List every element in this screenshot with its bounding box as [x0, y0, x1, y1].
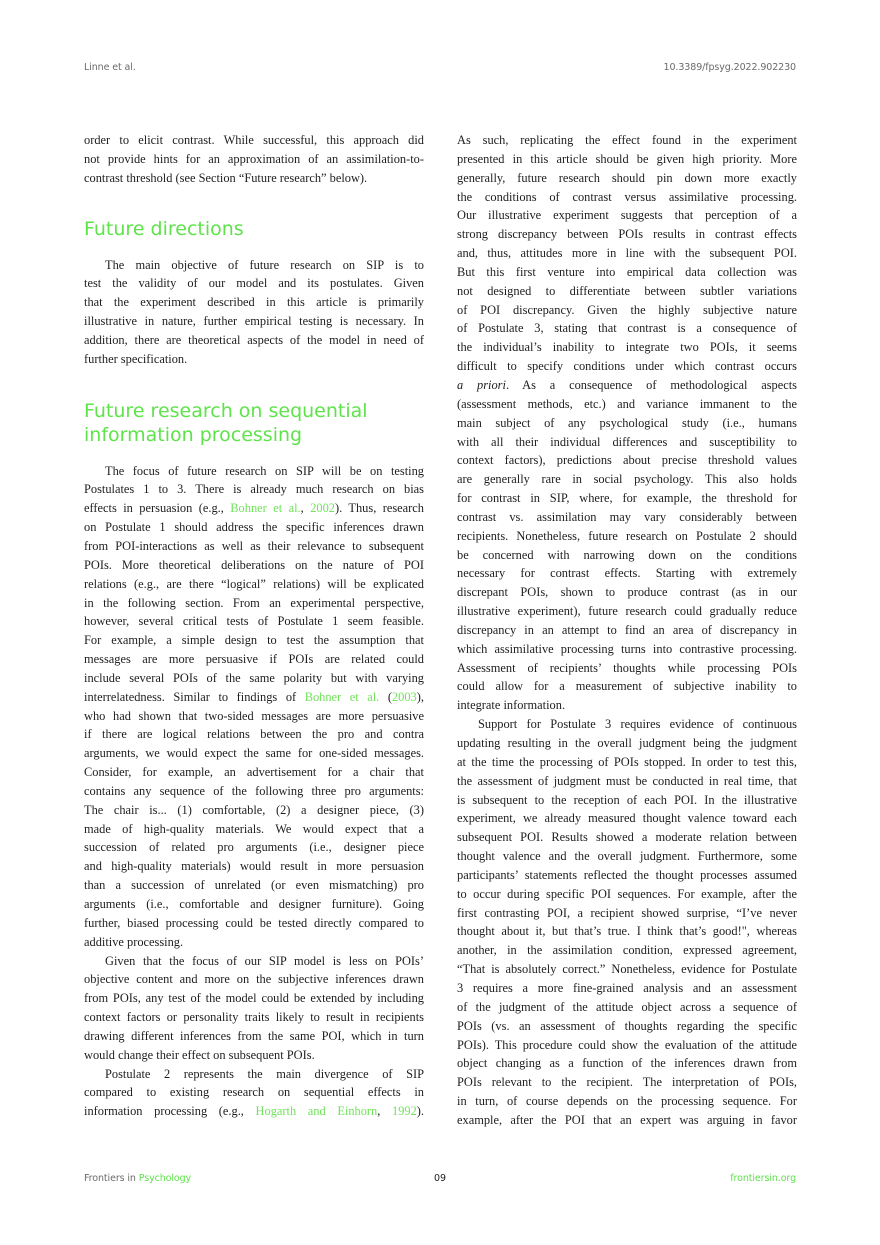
text-line: discrepancy in an attempt to find an area of discrepancy in — [457, 622, 797, 637]
text-line: further, biased processing could be tested directly compared to — [84, 915, 424, 930]
text-line: further specification. — [84, 351, 188, 366]
text-line: thought about it, but that’s true. I think that’s good!", whereas — [457, 924, 797, 939]
text-line: not provide hints for an approximation of an assimilation-to- — [84, 151, 424, 166]
text-line: The chair is... (1) comfortable, (2) a designer piece, (3) — [84, 802, 424, 817]
text: interrelatedness. Similar to findings of — [84, 689, 305, 704]
text-line: experiment, we already measured thought valence toward each — [457, 811, 797, 826]
text-line: thought valence and the overall judgment. Furthermore, some — [457, 849, 797, 864]
text-line: Consider, for example, an advertisement for a chair that — [84, 765, 424, 780]
text-line: context factors), predictions about precise threshold values — [457, 453, 797, 468]
text-line: presented in this article should be given high priority. More — [457, 151, 797, 166]
text-line: Given that the focus of our SIP model is less on POIs’ — [105, 953, 424, 968]
text-line: arguments, we would expect the same for one-sided messages. — [84, 746, 424, 761]
text-line: additive processing. — [84, 934, 184, 949]
text-line: made of high-quality materials. We would expect that a — [84, 821, 424, 836]
text-line: main subject of any psychological study (i.e., humans — [457, 415, 797, 430]
text-line: updating resulting in the overall judgment being the judgment — [457, 736, 797, 750]
text-line — [457, 376, 797, 395]
text-line: at the time the processing of POIs stopped. In order to test this, — [457, 754, 797, 769]
text-line: of Postulate 3, stating that contrast is a consequence of — [457, 321, 797, 336]
text-line: arguments (i.e., comfortable and designer furniture). Going — [84, 897, 424, 911]
running-header-doi: 10.3389/fpsyg.2022.902230 — [663, 62, 796, 73]
text-line: The main objective of future research on SIP is to — [105, 257, 424, 272]
text-line — [84, 499, 424, 518]
text-line: and, thus, attitudes more in line with the subsequent POI. — [457, 246, 797, 261]
text: information processing (e.g., — [84, 1104, 256, 1119]
text-line: succession of related pro arguments (i.e., designer piece — [84, 840, 424, 855]
text-line: the conditions of contrast versus assimilative processing. — [457, 189, 797, 204]
text-line — [84, 688, 424, 707]
citation-year-link-1992[interactable]: 1992 — [392, 1104, 417, 1119]
text-line: drawing different inferences from the same POI, which in turn — [84, 1028, 424, 1043]
text-line: test the validity of our model and its postulates. Given — [84, 276, 424, 291]
text-line: addition, there are theoretical aspects of the model in need of — [84, 332, 424, 347]
text: . As a consequence of methodological aspects — [505, 377, 797, 392]
text-line: context factors or personality traits likely to result in recipients — [84, 1010, 424, 1025]
text-line: is subsequent to the reception of each POI. In the illustrative — [457, 792, 797, 807]
text-line: to occur during specific POI sequences. For example, after the — [457, 886, 797, 901]
text-line: generally, future research should pin down more exactly — [457, 170, 797, 185]
text-line: that the experiment described in this article is primarily — [84, 295, 424, 310]
text-line: 3 requires a more fine-grained analysis and an assessment — [457, 980, 797, 995]
citation-year-link-2003[interactable]: 2003 — [391, 689, 417, 704]
text-line: POIs). This procedure could show the evaluation of the attitude — [457, 1037, 797, 1052]
footer-journal-prefix: Frontiers in — [84, 1173, 139, 1184]
text: effects in persuasion (e.g., — [84, 501, 231, 516]
text-line: with all their individual differences and susceptibility to — [457, 434, 797, 449]
text-line: of the judgment of the attitude object across a sequence of — [457, 999, 797, 1014]
text-line: Postulate 2 represents the main divergence of SIP — [105, 1066, 424, 1081]
citation-link-bohner-2002[interactable]: Bohner et al. — [230, 501, 301, 516]
text-line: be concerned with narrowing down on the conditions — [457, 547, 797, 562]
text-line: compared to existing research on sequential effects in — [84, 1085, 424, 1100]
text-line: POIs relevant to the recipient. The interpretation of POIs, — [457, 1075, 797, 1090]
text-line: discrepant POIs, shown to produce contrast (as in our — [457, 585, 797, 600]
text-line: from POI-interactions as well as their relevance to subsequent — [84, 538, 424, 553]
left-column — [84, 131, 424, 1121]
text-line: not designed to differentiate between subtler variations — [457, 283, 797, 298]
citation-link-bohner-2003[interactable]: Bohner et al. — [304, 689, 380, 704]
text-line: “That is absolutely correct.” Nonetheless, evidence for Postulate — [457, 962, 797, 977]
text-line: objective content and more on the subjective inferences drawn — [84, 972, 424, 987]
text-line: messages are more persuasive if POIs are related could — [84, 652, 424, 667]
text-line: for contrast in SIP, where, for example, the threshold for — [457, 491, 797, 506]
text-line: Our illustrative experiment suggests that perception of a — [457, 208, 797, 223]
text-line: participants’ statements reflected the thought processes assumed — [457, 867, 797, 882]
text-line: of POI discrepancy. Given the highly subjective nature — [457, 302, 797, 317]
text-line: Support for Postulate 3 requires evidence of continuous — [478, 717, 797, 732]
footer-site-link[interactable]: frontiersin.org — [730, 1173, 796, 1184]
right-column — [457, 131, 797, 1130]
text-line: contains any sequence of the following three pro arguments: — [84, 783, 424, 798]
text-line: in turn, of course depends on the processing sequence. For — [457, 1094, 797, 1109]
text-line: would change their effect on subsequent POIs. — [84, 1047, 315, 1062]
text-line: strong discrepancy between POIs results in contrast effects — [457, 227, 797, 242]
text-line: in the following section. From an experimental perspective, — [84, 595, 424, 610]
text: , — [300, 501, 311, 516]
citation-year-link-2002[interactable]: 2002 — [310, 501, 335, 516]
italic-text: a priori — [457, 377, 506, 392]
text-line: contrast threshold (see Section “Future research” below). — [84, 170, 368, 185]
text-line: if there are logical relations between the pro and contra — [84, 727, 424, 742]
section-heading-sequential-processing — [84, 399, 424, 447]
text: , — [377, 1104, 392, 1119]
text-line: another, in the assimilation condition, expressed agreement, — [457, 943, 797, 958]
text-line: POIs (vs. an assessment of thoughts regarding the specific — [457, 1018, 797, 1033]
text-line: POIs. More theoretical deliberations on the nature of POI — [84, 557, 424, 572]
text-line: from POIs, any test of the model could be extended by including — [84, 991, 424, 1006]
page-number: 09 — [434, 1173, 446, 1184]
text-line — [84, 1102, 424, 1121]
text-line: are generally rare in social psychology. This also holds — [457, 472, 797, 487]
text-line: (assessment methods, etc.) and variance immanent to the — [457, 396, 797, 411]
text-line: Assessment of recipients’ thoughts while processing POIs — [457, 660, 797, 675]
heading-line: information processing — [84, 423, 303, 446]
text-line: order to elicit contrast. While successful, this approach did — [84, 133, 424, 147]
text-line: necessary for contrast effects. Starting with extremely — [457, 566, 797, 581]
text-line: the assessment of judgment must be conducted in real time, that — [457, 773, 797, 788]
text-line: illustrative in nature, further empirical testing is necessary. In — [84, 314, 424, 329]
text-line: contrast vs. assimilation may vary considerably between — [457, 509, 797, 524]
text-line: however, several critical tests of Postulate 1 seem feasible. — [84, 614, 424, 629]
text: ). — [416, 1104, 424, 1119]
text-line: difficult to specify conditions under which contrast occurs — [457, 359, 797, 374]
text: ( — [379, 689, 392, 704]
text-line: As such, replicating the effect found in the experiment — [457, 133, 797, 147]
text-line: first contrasting POI, a recipient showed surprise, “I’ve never — [457, 905, 797, 920]
heading-line: Future research on sequential — [84, 399, 368, 422]
text-line: on Postulate 1 should address the specific inferences drawn — [84, 520, 424, 535]
text-line: recipients. Nonetheless, future research on Postulate 2 should — [457, 528, 797, 543]
section-heading-future-directions: Future directions — [84, 217, 244, 240]
text-line: But this first venture into empirical data collection was — [457, 264, 797, 279]
text-line: integrate information. — [457, 698, 566, 713]
text-line: include several POIs of the same polarity but with varying — [84, 670, 424, 685]
citation-link-hogarth-einhorn[interactable]: Hogarth and Einhorn — [255, 1104, 378, 1119]
text-line: and high-quality materials) would result in more persuasion — [84, 859, 424, 874]
text-line: relations (e.g., are there “logical” relations) will be explicated — [84, 576, 424, 591]
text-line: illustrative experiment), future research could gradually reduce — [457, 604, 797, 619]
text: ). Thus, research — [334, 501, 424, 516]
text-line: the individual’s inability to integrate two POIs, it seems — [457, 340, 797, 355]
text-line: The focus of future research on SIP will be on testing — [105, 463, 424, 478]
running-header-authors: Linne et al. — [84, 62, 136, 73]
text-line: example, after the POI that an expert was arguing in favor — [457, 1112, 797, 1127]
text-line: than a succession of unrelated (or even mismatching) pro — [84, 878, 424, 893]
footer-journal-name[interactable]: Psychology — [138, 1173, 192, 1184]
text-line: which assimilative processing turns into contrastive processing. — [457, 641, 797, 656]
text-line: Postulates 1 to 3. There is already much research on bias — [84, 482, 424, 497]
text-line: could allow for a measurement of subjective inability to — [457, 679, 797, 694]
text-line: who had shown that two-sided messages are more persuasive — [84, 708, 424, 723]
text-line: For example, a simple design to test the assumption that — [84, 633, 424, 648]
text-line: subsequent POI. Results showed a moderate relation between — [457, 830, 797, 845]
text: ), — [416, 689, 424, 704]
text-line: object changing as a function of the inferences drawn from — [457, 1056, 797, 1071]
